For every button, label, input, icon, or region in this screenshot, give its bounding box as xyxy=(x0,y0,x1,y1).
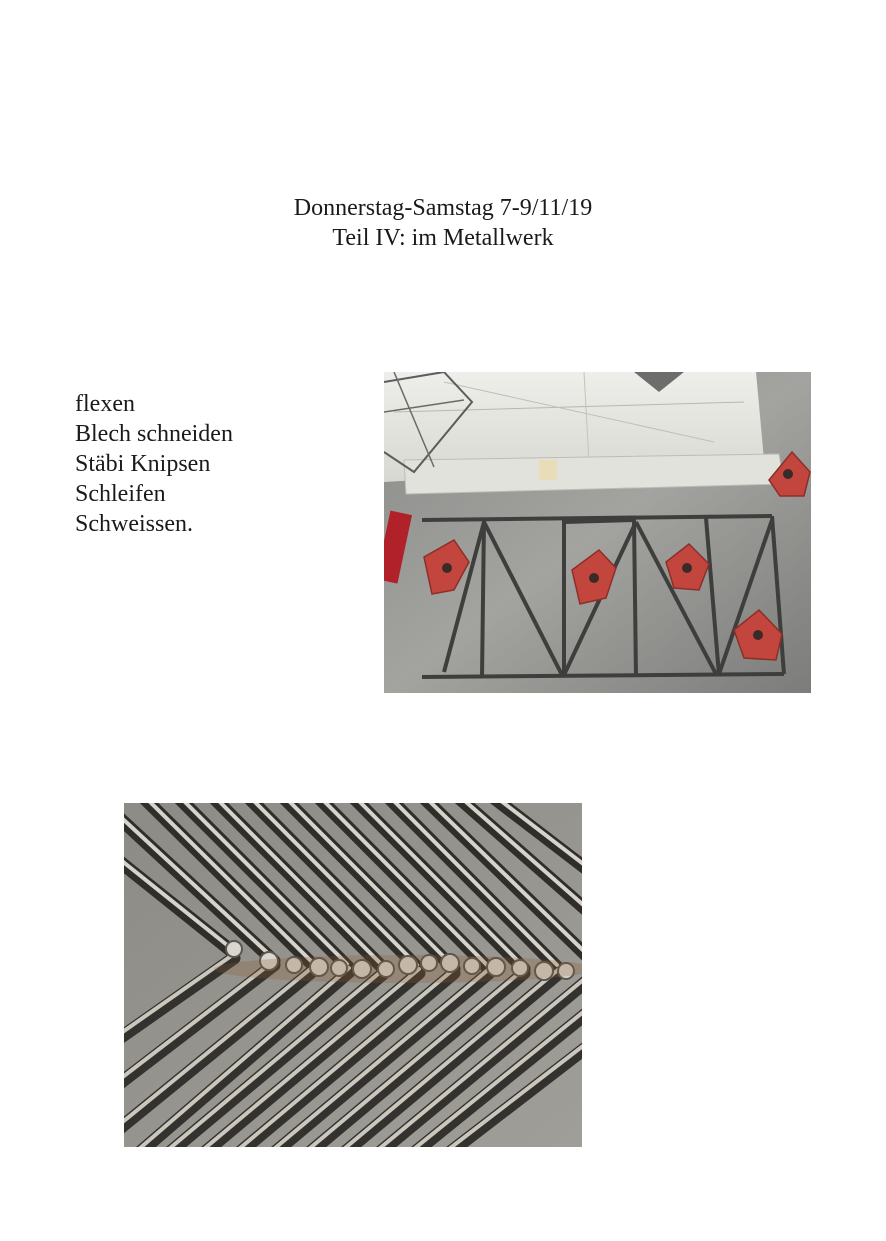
photo-welded-frame xyxy=(384,372,811,693)
welded-rods-illustration xyxy=(124,803,582,1147)
task-list xyxy=(75,389,233,539)
date-line: Donnerstag-Samstag 7-9/11/19 xyxy=(293,195,593,221)
page-title: Teil IV: im Metallwerk xyxy=(332,225,554,251)
task-item: Schweissen. xyxy=(75,511,193,537)
page-header xyxy=(0,193,886,253)
task-item: Blech schneiden xyxy=(75,421,233,447)
welded-frame-illustration xyxy=(384,372,811,693)
photo-welded-rods xyxy=(124,803,582,1147)
task-item: flexen xyxy=(75,391,135,417)
task-item: Schleifen xyxy=(75,481,166,507)
task-item: Stäbi Knipsen xyxy=(75,451,211,477)
